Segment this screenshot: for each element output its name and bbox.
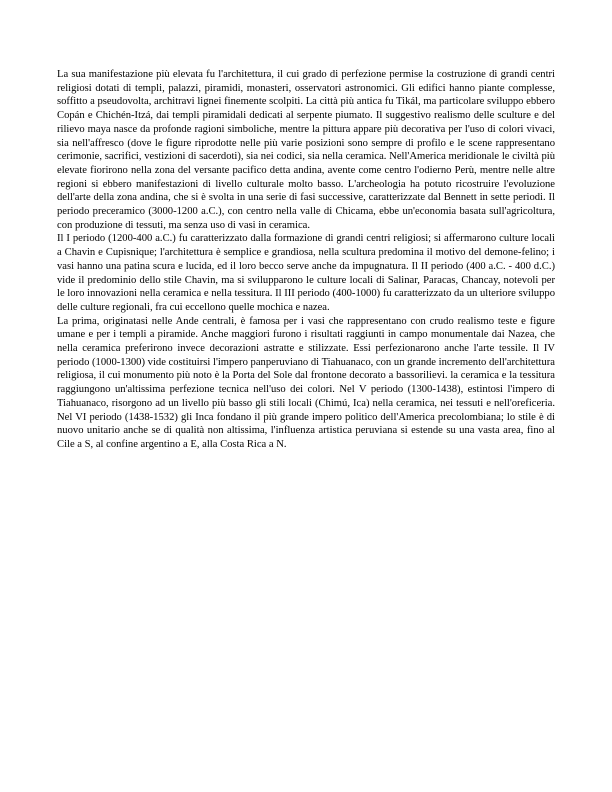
paragraph-maya-architecture: La sua manifestazione più elevata fu l'architettura, il cui grado di perfezione permise la costruzione di grandi centri religiosi dotati di templi, palazzi, piramidi, monasteri, osservatori astronomici. Gli edifici hanno piante complesse, soffitto a pseudovolta, architravi lignei finemente scolpiti. La città più antica fu Tikál, ma particolare sviluppo ebbero Copán e Chichén-Itzá, dai templi piramidali dedicati al serpente piumato. Il suggestivo realismo delle sculture e del rilievo maya nasce da profonde ragioni simboliche, mentre la pittura appare più decorativa per l'uso di colori vivaci, sia nell'affresco (dove le figure riprodotte nelle più varie posizioni sono sempre di profilo e le scene rappresentano cerimonie, sacrifici, vestizioni di sacerdoti), sia nei codici, sia nella ceramica. Nell'America meridionale le civiltà più elevate fiorirono nella zona del versante pacifico detta andina, avente come centro l'odierno Perù, mentre nelle altre regioni si ebbero manifestazioni di livello culturale molto basso. L'archeologia ha potuto ricostruire l'evoluzione dell'arte della zona andina, che si è svolta in una serie di fasi successive, caratterizzate dal Bennett in sette periodi. Il periodo preceramico (3000-1200 a.C.), con centro nella valle di Chicama, ebbe un'economia basata sull'agricoltura, con produzione di tessuti, ma senza uso di vasi in ceramica. <box>57 69 555 231</box>
body-text <box>57 68 555 452</box>
paragraph-mochica-to-inca: La prima, originatasi nelle Ande centrali, è famosa per i vasi che rappresentano con crudo realismo teste e figure umane e per i templi a piramide. Anche maggiori furono i risultati raggiunti in campo monumentale dai Nazea, che nella ceramica preferirono invece decorazioni astratte e stilizzate. Essi perfezionarono anche l'arte tessile. Il IV periodo (1000-1300) vide costituirsi l'impero panperuviano di Tiahuanaco, con un grande incremento dell'architettura religiosa, il cui monumento più noto è la Porta del Sole dal frontone decorato a bassorilievi. la ceramica e la tessitura raggiungono un'altissima perfezione tecnica nell'uso dei colori. Nel V periodo (1300-1438), estintosi l'impero di Tiahuanaco, risorgono ad un livello più basso gli stili locali (Chimú, Ica) nella ceramica, nei tessuti e nell'oreficeria. Nel VI periodo (1438-1532) gli Inca fondano il più grande impero politico dell'America precolombiana; lo stile è di nuovo unitario anche se di qualità non altissima, l'influenza artistica peruviana si estende su una vasta area, fino al Cile a S, al confine argentino a E, alla Costa Rica a N. <box>57 315 555 450</box>
paragraph-andean-periods: Il I periodo (1200-400 a.C.) fu caratterizzato dalla formazione di grandi centri religiosi; si affermarono culture locali a Chavin e Cupisnique; l'architettura è semplice e grandiosa, nella scultura predomina il motivo del demone-felino; i vasi hanno una patina scura e lucida, ed il loro becco serve anche da impugnatura. Il II periodo (400 a.C. - 400 d.C.) vide il predominio dello stile Chavin, ma si svilupparono le culture locali di Salinar, Paracas, Chancay, notevoli per le loro innovazioni nella ceramica e nella tessitura. Il III periodo (400-1000) fu caratterizzato da un ulteriore sviluppo delle culture regionali, fra cui eccellono quelle mochica e nazea. <box>57 233 555 313</box>
